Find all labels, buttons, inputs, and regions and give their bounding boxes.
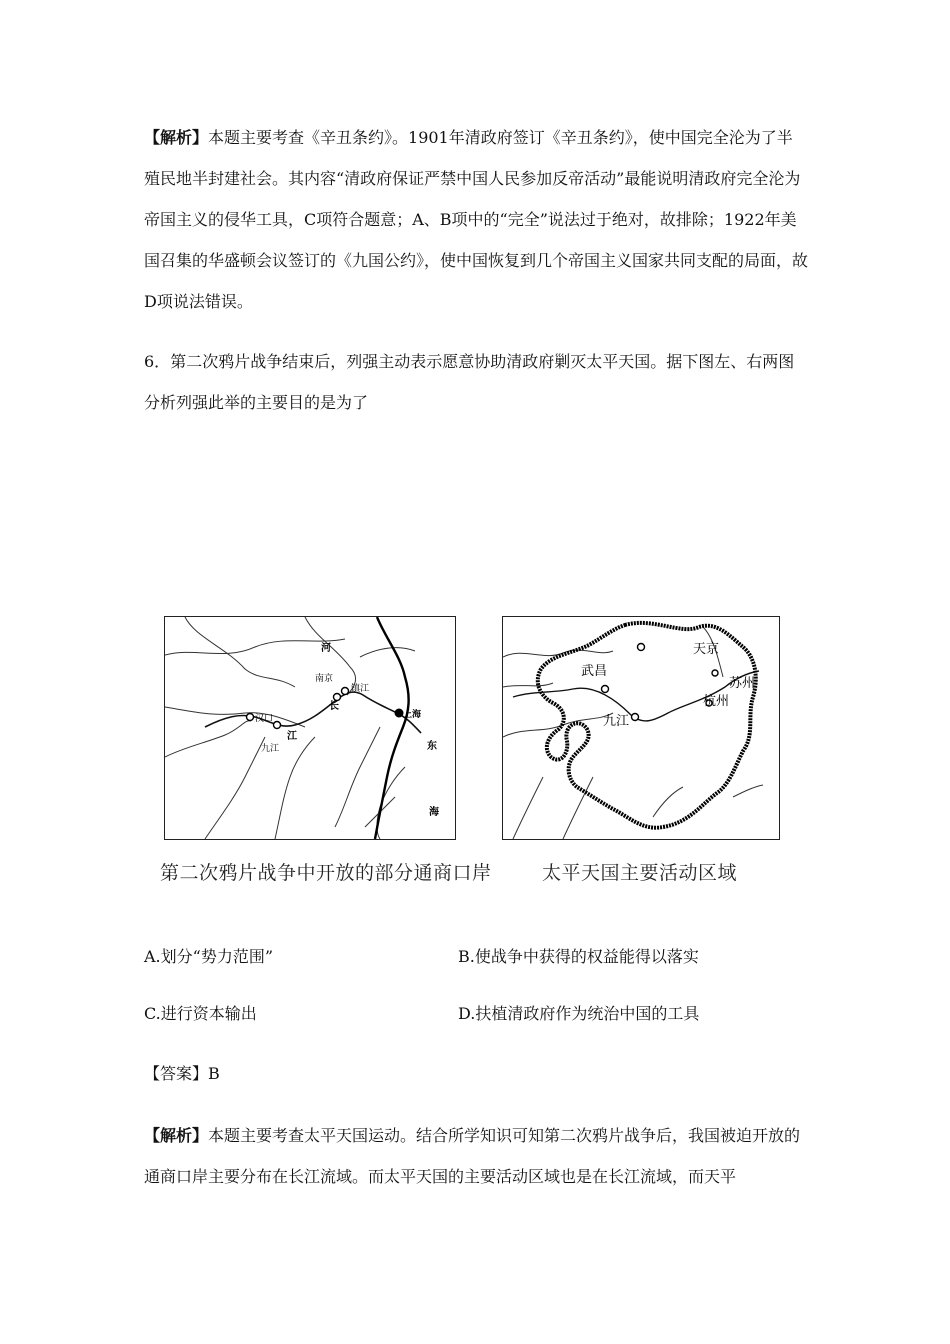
label-tianjing: 天京 xyxy=(693,642,720,657)
label-hai: 海 xyxy=(429,807,439,818)
treaty-ports-map-drawing xyxy=(165,617,455,839)
label-jiujiang: 九江 xyxy=(261,744,280,754)
right-map-caption: 太平天国主要活动区域 xyxy=(542,862,738,884)
label-jiang: 江 xyxy=(287,731,297,742)
label-shanghai: 上海 xyxy=(403,710,422,720)
treaty-ports-map xyxy=(164,616,456,840)
label-hankou: 汉口 xyxy=(255,714,274,724)
label-wuchang: 武昌 xyxy=(581,664,608,679)
label-he: 河 xyxy=(321,643,331,654)
label-dong: 东 xyxy=(427,741,437,752)
question-6 xyxy=(144,341,808,423)
label-nanjing: 南京 xyxy=(315,674,334,684)
option-a: A.划分“势力范围” xyxy=(144,947,274,966)
taiping-area-map-drawing xyxy=(503,617,779,839)
map-figure xyxy=(158,616,782,840)
analysis-text-2: 本题主要考查太平天国运动。结合所学知识可知第二次鸦片战争后，我国被迫开放的通商口岸主要分布在长江流域。而太平天国的主要活动区域也是在长江流域，而天平 xyxy=(144,1126,801,1186)
taiping-area-map xyxy=(502,616,780,840)
analysis-paragraph-2 xyxy=(144,1115,808,1197)
label-hangzhou: 杭州 xyxy=(703,694,730,709)
label-jiujiang-right: 九江 xyxy=(603,714,630,729)
analysis-paragraph-1 xyxy=(144,117,808,322)
option-d: D.扶植清政府作为统治中国的工具 xyxy=(458,1004,700,1023)
analysis-text: 本题主要考查《辛丑条约》。1901年清政府签订《辛丑条约》，使中国完全沦为了半殖民地半封建社会。其内容“清政府保证严禁中国人民参加反帝活动”最能说明清政府完全沦为帝国主义的侵华工具，C项符合题意；A、B项中的“完全”说法过于绝对，故排除；1922年美国召集的华盛顿会议签订的《九国公约》，使中国恢复到几个帝国主义国家共同支配的局面，故D项说法错误。 xyxy=(144,128,809,311)
left-map-caption: 第二次鸦片战争中开放的部分通商口岸 xyxy=(160,862,492,884)
label-suzhou: 苏州 xyxy=(729,676,756,691)
analysis-tag: 【解析】 xyxy=(144,128,209,147)
answer-line: 【答案】B xyxy=(144,1064,220,1083)
question-number: 6． xyxy=(144,352,171,371)
option-c: C.进行资本输出 xyxy=(144,1004,257,1023)
question-text: 第二次鸦片战争结束后，列强主动表示愿意协助清政府剿灭太平天国。据下图左、右两图分析列强此举的主要目的是为了 xyxy=(144,352,795,412)
option-b: B.使战争中获得的权益能得以落实 xyxy=(458,947,699,966)
label-zhenjiang: 镇江 xyxy=(351,684,370,694)
analysis-tag-2: 【解析】 xyxy=(144,1126,209,1145)
label-chang: 长 xyxy=(329,701,339,712)
